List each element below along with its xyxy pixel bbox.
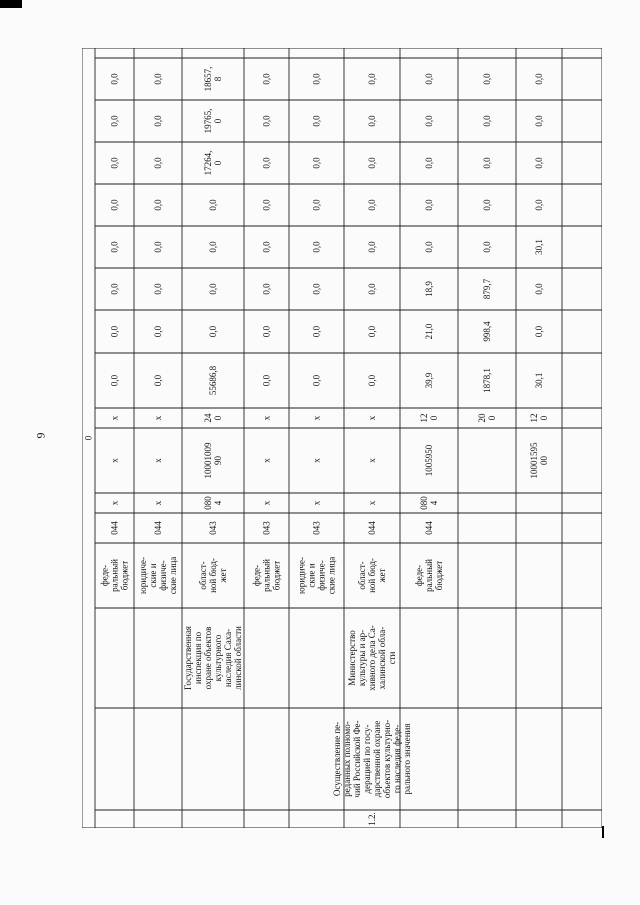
cell-years-1-row-0: 0,0 [109, 283, 120, 295]
cell-years-3-row-6: 0,0 [424, 199, 434, 211]
cell-grbs-row-2: 043 [208, 521, 218, 535]
cell-rzpr-row-5: x [367, 500, 377, 506]
cell-years-5-row-5: 0,0 [367, 115, 377, 127]
cell-source-row-5: област-ной бюд-жет [357, 558, 387, 593]
cell-years-0-row-4: 0,0 [311, 325, 322, 338]
cell-years-2-row-3: 0,0 [261, 241, 272, 253]
cell-years-4-row-5: 0,0 [367, 157, 377, 169]
cell-years-6-row-3: 0,0 [261, 73, 272, 85]
cell-years-4-row-1: 0,0 [153, 157, 163, 169]
cell-years-3-row-4: 0,0 [311, 199, 322, 211]
cell-vr-row-6: 120 [419, 413, 439, 423]
cell-years-0-row-7: 998,4 [482, 321, 492, 342]
cell-years-4-row-4: 0,0 [311, 157, 322, 169]
cell-total-row-5: 0,0 [367, 374, 377, 387]
cell-years-1-row-8: 0,0 [534, 283, 544, 295]
cell-years-2-row-0: 0,0 [109, 241, 120, 253]
cell-grbs-row-4: 043 [311, 521, 322, 535]
cell-total-row-0: 0,0 [109, 374, 120, 387]
cell-years-2-row-8: 30,1 [534, 239, 544, 255]
cell-grbs-row-1: 044 [153, 521, 163, 535]
cell-total-row-8: 30,1 [534, 372, 544, 389]
cell-years-6-row-1: 0,0 [153, 73, 163, 85]
cell-rzpr-row-1: x [153, 500, 163, 506]
cell-years-4-row-7: 0,0 [482, 157, 492, 169]
cell-years-5-row-4: 0,0 [311, 115, 322, 127]
cell-years-6-row-2: 18657,8 [203, 66, 223, 92]
column-zero-header: 0 [83, 435, 94, 441]
cell-years-4-row-8: 0,0 [534, 157, 544, 169]
cell-years-1-row-5: 0,0 [367, 283, 377, 295]
cell-source-row-6: феде-ральныйбюджет [414, 559, 444, 592]
cell-years-5-row-7: 0,0 [482, 115, 492, 127]
cell-source-row-2: област-ной бюд-жет [198, 558, 228, 593]
cell-grbs-row-5: 044 [367, 521, 377, 535]
budget-table [82, 48, 602, 828]
cell-years-5-row-6: 0,0 [424, 115, 434, 127]
cell-source-row-0: феде-ральныйбюджет [99, 559, 130, 592]
cell-vr-row-0: x [109, 415, 120, 421]
cell-years-2-row-2: 0,0 [208, 241, 218, 253]
cell-vr-row-8: 120 [529, 413, 549, 423]
cell-csr-row-6: 1005950 [424, 444, 434, 477]
cell-years-4-row-3: 0,0 [261, 157, 272, 169]
cell-total-row-3: 0,0 [261, 374, 272, 387]
cell-grbs-row-0: 044 [109, 521, 120, 535]
cell-csr-row-1: x [153, 458, 163, 463]
cell-csr-row-5: x [367, 458, 377, 463]
cell-csr-row-3: x [261, 458, 272, 463]
cell-years-1-row-1: 0,0 [153, 283, 163, 295]
cell-years-3-row-1: 0,0 [153, 199, 163, 211]
cell-years-1-row-4: 0,0 [311, 283, 322, 295]
cell-csr-row-0: x [109, 458, 120, 463]
cell-years-0-row-3: 0,0 [261, 325, 272, 338]
cell-total-row-4: 0,0 [311, 374, 322, 387]
cell-years-1-row-2: 0,0 [208, 283, 218, 295]
page-number: 9 [33, 432, 48, 439]
cell-years-5-row-3: 0,0 [261, 115, 272, 127]
cell-years-3-row-0: 0,0 [109, 199, 120, 211]
cell-years-5-row-1: 0,0 [153, 115, 163, 127]
cell-executor-row-2: Государственнаяинспекция поохране объектовкультурногонаследия Саха-линской области [183, 626, 243, 690]
cell-years-6-row-6: 0,0 [424, 73, 434, 85]
cell-total-row-1: 0,0 [153, 374, 163, 387]
cell-years-0-row-2: 0,0 [208, 325, 218, 338]
cell-years-2-row-7: 0,0 [482, 241, 492, 253]
cell-total-row-6: 39,9 [424, 372, 434, 389]
cell-years-6-row-7: 0,0 [482, 73, 492, 85]
cell-years-4-row-0: 0,0 [109, 157, 120, 169]
cell-years-2-row-6: 0,0 [424, 241, 434, 253]
cell-rzpr-row-6: 0804 [419, 496, 439, 510]
cell-vr-row-1: x [153, 415, 163, 421]
scan-edge-mark [0, 0, 22, 8]
cell-years-5-row-2: 19765,0 [203, 108, 223, 134]
cell-num-row-5: 1.2. [367, 812, 377, 826]
cell-executor-row-5: Министерствокультуры и ар-хивного дела Са-халинской обла-сти [347, 625, 397, 691]
cell-vr-row-2: 240 [203, 413, 223, 423]
cell-csr-row-4: x [311, 458, 322, 463]
cell-rzpr-row-4: x [311, 500, 322, 506]
cell-years-0-row-5: 0,0 [367, 325, 377, 338]
cell-rzpr-row-3: x [261, 500, 272, 506]
cell-source-row-3: феде-ральныйбюджет [251, 559, 282, 592]
cell-years-6-row-8: 0,0 [534, 73, 544, 85]
cell-source-row-1: юридиче-ские ифизиче-ские лица [138, 556, 178, 595]
cell-years-6-row-5: 0,0 [367, 73, 377, 85]
cell-years-3-row-8: 0,0 [534, 199, 544, 211]
table-grid [82, 48, 602, 828]
cell-years-2-row-5: 0,0 [367, 241, 377, 253]
cell-years-4-row-6: 0,0 [424, 157, 434, 169]
cell-years-3-row-7: 0,0 [482, 199, 492, 211]
cell-years-3-row-3: 0,0 [261, 199, 272, 211]
cell-vr-row-3: x [261, 415, 272, 421]
cell-years-0-row-6: 21,0 [424, 323, 434, 340]
cell-years-1-row-3: 0,0 [261, 283, 272, 295]
cell-years-0-row-0: 0,0 [109, 325, 120, 338]
cell-years-0-row-8: 0,0 [534, 325, 544, 338]
cell-years-5-row-8: 0,0 [534, 115, 544, 127]
cell-years-1-row-7: 879,7 [482, 278, 492, 300]
cell-years-0-row-1: 0,0 [153, 325, 163, 338]
cell-years-4-row-2: 17264,0 [203, 150, 223, 176]
scan-edge-mark-bottom [602, 826, 604, 838]
cell-total-row-7: 1878,1 [482, 368, 492, 393]
cell-rzpr-row-2: 0804 [203, 496, 223, 510]
cell-years-3-row-2: 0,0 [208, 199, 218, 211]
cell-years-3-row-5: 0,0 [367, 199, 377, 211]
cell-vr-row-4: x [311, 415, 322, 421]
cell-grbs-row-6: 044 [424, 521, 434, 535]
cell-grbs-row-3: 043 [261, 521, 272, 535]
cell-years-2-row-1: 0,0 [153, 241, 163, 253]
cell-years-5-row-0: 0,0 [109, 115, 120, 127]
cell-years-2-row-4: 0,0 [311, 241, 322, 253]
cell-csr-row-8: 1000159500 [529, 442, 549, 479]
cell-vr-row-7: 200 [477, 413, 497, 423]
cell-csr-row-2: 1000100990 [203, 442, 223, 479]
cell-rzpr-row-0: x [109, 500, 120, 506]
cell-years-6-row-4: 0,0 [311, 73, 322, 85]
cell-event-row-5: Осуществление пе-реданных полномо-чий Российской Фе-дерацией по госу-дарственной охранеобъектов культурно-го наследия феде-рального значения [332, 719, 412, 799]
cell-total-row-2: 55686,8 [208, 365, 218, 396]
cell-years-6-row-0: 0,0 [109, 73, 120, 85]
cell-source-row-4: юридиче-ские ифизиче-ские лица [296, 556, 337, 595]
cell-vr-row-5: x [367, 415, 377, 421]
cell-years-1-row-6: 18,9 [424, 281, 434, 297]
